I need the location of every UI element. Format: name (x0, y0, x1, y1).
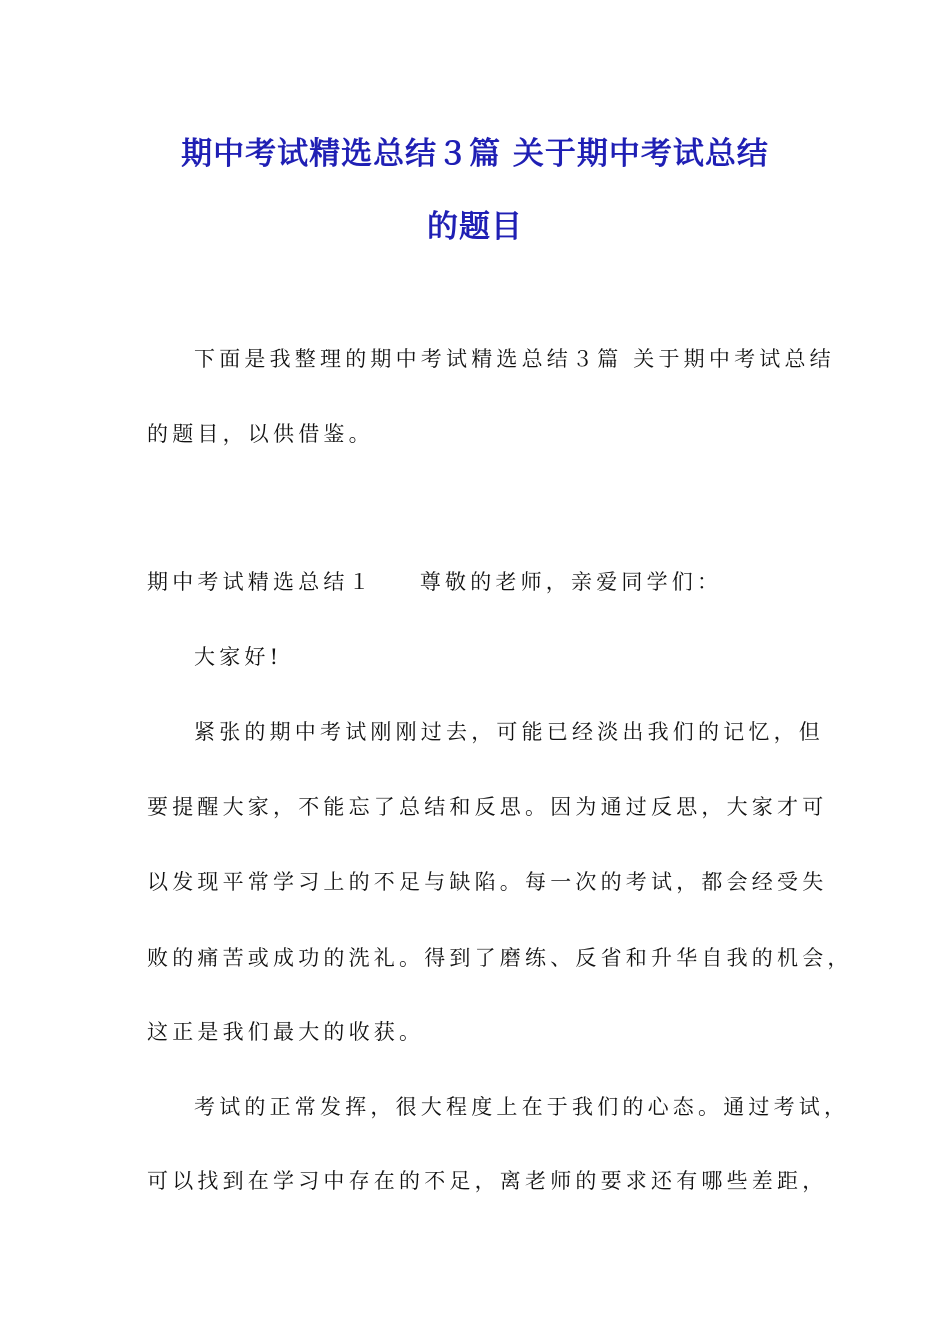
paragraph1-line-2: 要提醒大家，不能忘了总结和反思。因为通过反思，大家才可 (147, 795, 828, 819)
paragraph1-line-1: 紧张的期中考试刚刚过去，可能已经淡出我们的记忆，但 (194, 720, 824, 744)
document-title-line-1: 期中考试精选总结３篇 关于期中考试总结 (181, 136, 769, 172)
greeting: 大家好! (194, 645, 283, 669)
paragraph1-line-5: 这正是我们最大的收获。 (147, 1020, 425, 1044)
intro-line-1: 下面是我整理的期中考试精选总结３篇 关于期中考试总结 (194, 347, 835, 371)
section-heading-line (147, 567, 827, 597)
paragraph1-line-3: 以发现平常学习上的不足与缺陷。每一次的考试，都会经受失 (147, 870, 828, 894)
paragraph2-line-1: 考试的正常发挥，很大程度上在于我们的心态。通过考试， (194, 1095, 850, 1119)
section-heading: 期中考试精选总结１ (147, 570, 374, 594)
intro-line-2: 的题目，以供借鉴。 (147, 422, 374, 446)
document-title-line-2: 的题目 (427, 209, 523, 245)
paragraph2-line-2: 可以找到在学习中存在的不足，离老师的要求还有哪些差距， (147, 1169, 828, 1193)
salutation: 尊敬的老师，亲爱同学们： (419, 570, 723, 594)
paragraph1-line-4: 败的痛苦或成功的洗礼。得到了磨练、反省和升华自我的机会， (147, 946, 853, 970)
